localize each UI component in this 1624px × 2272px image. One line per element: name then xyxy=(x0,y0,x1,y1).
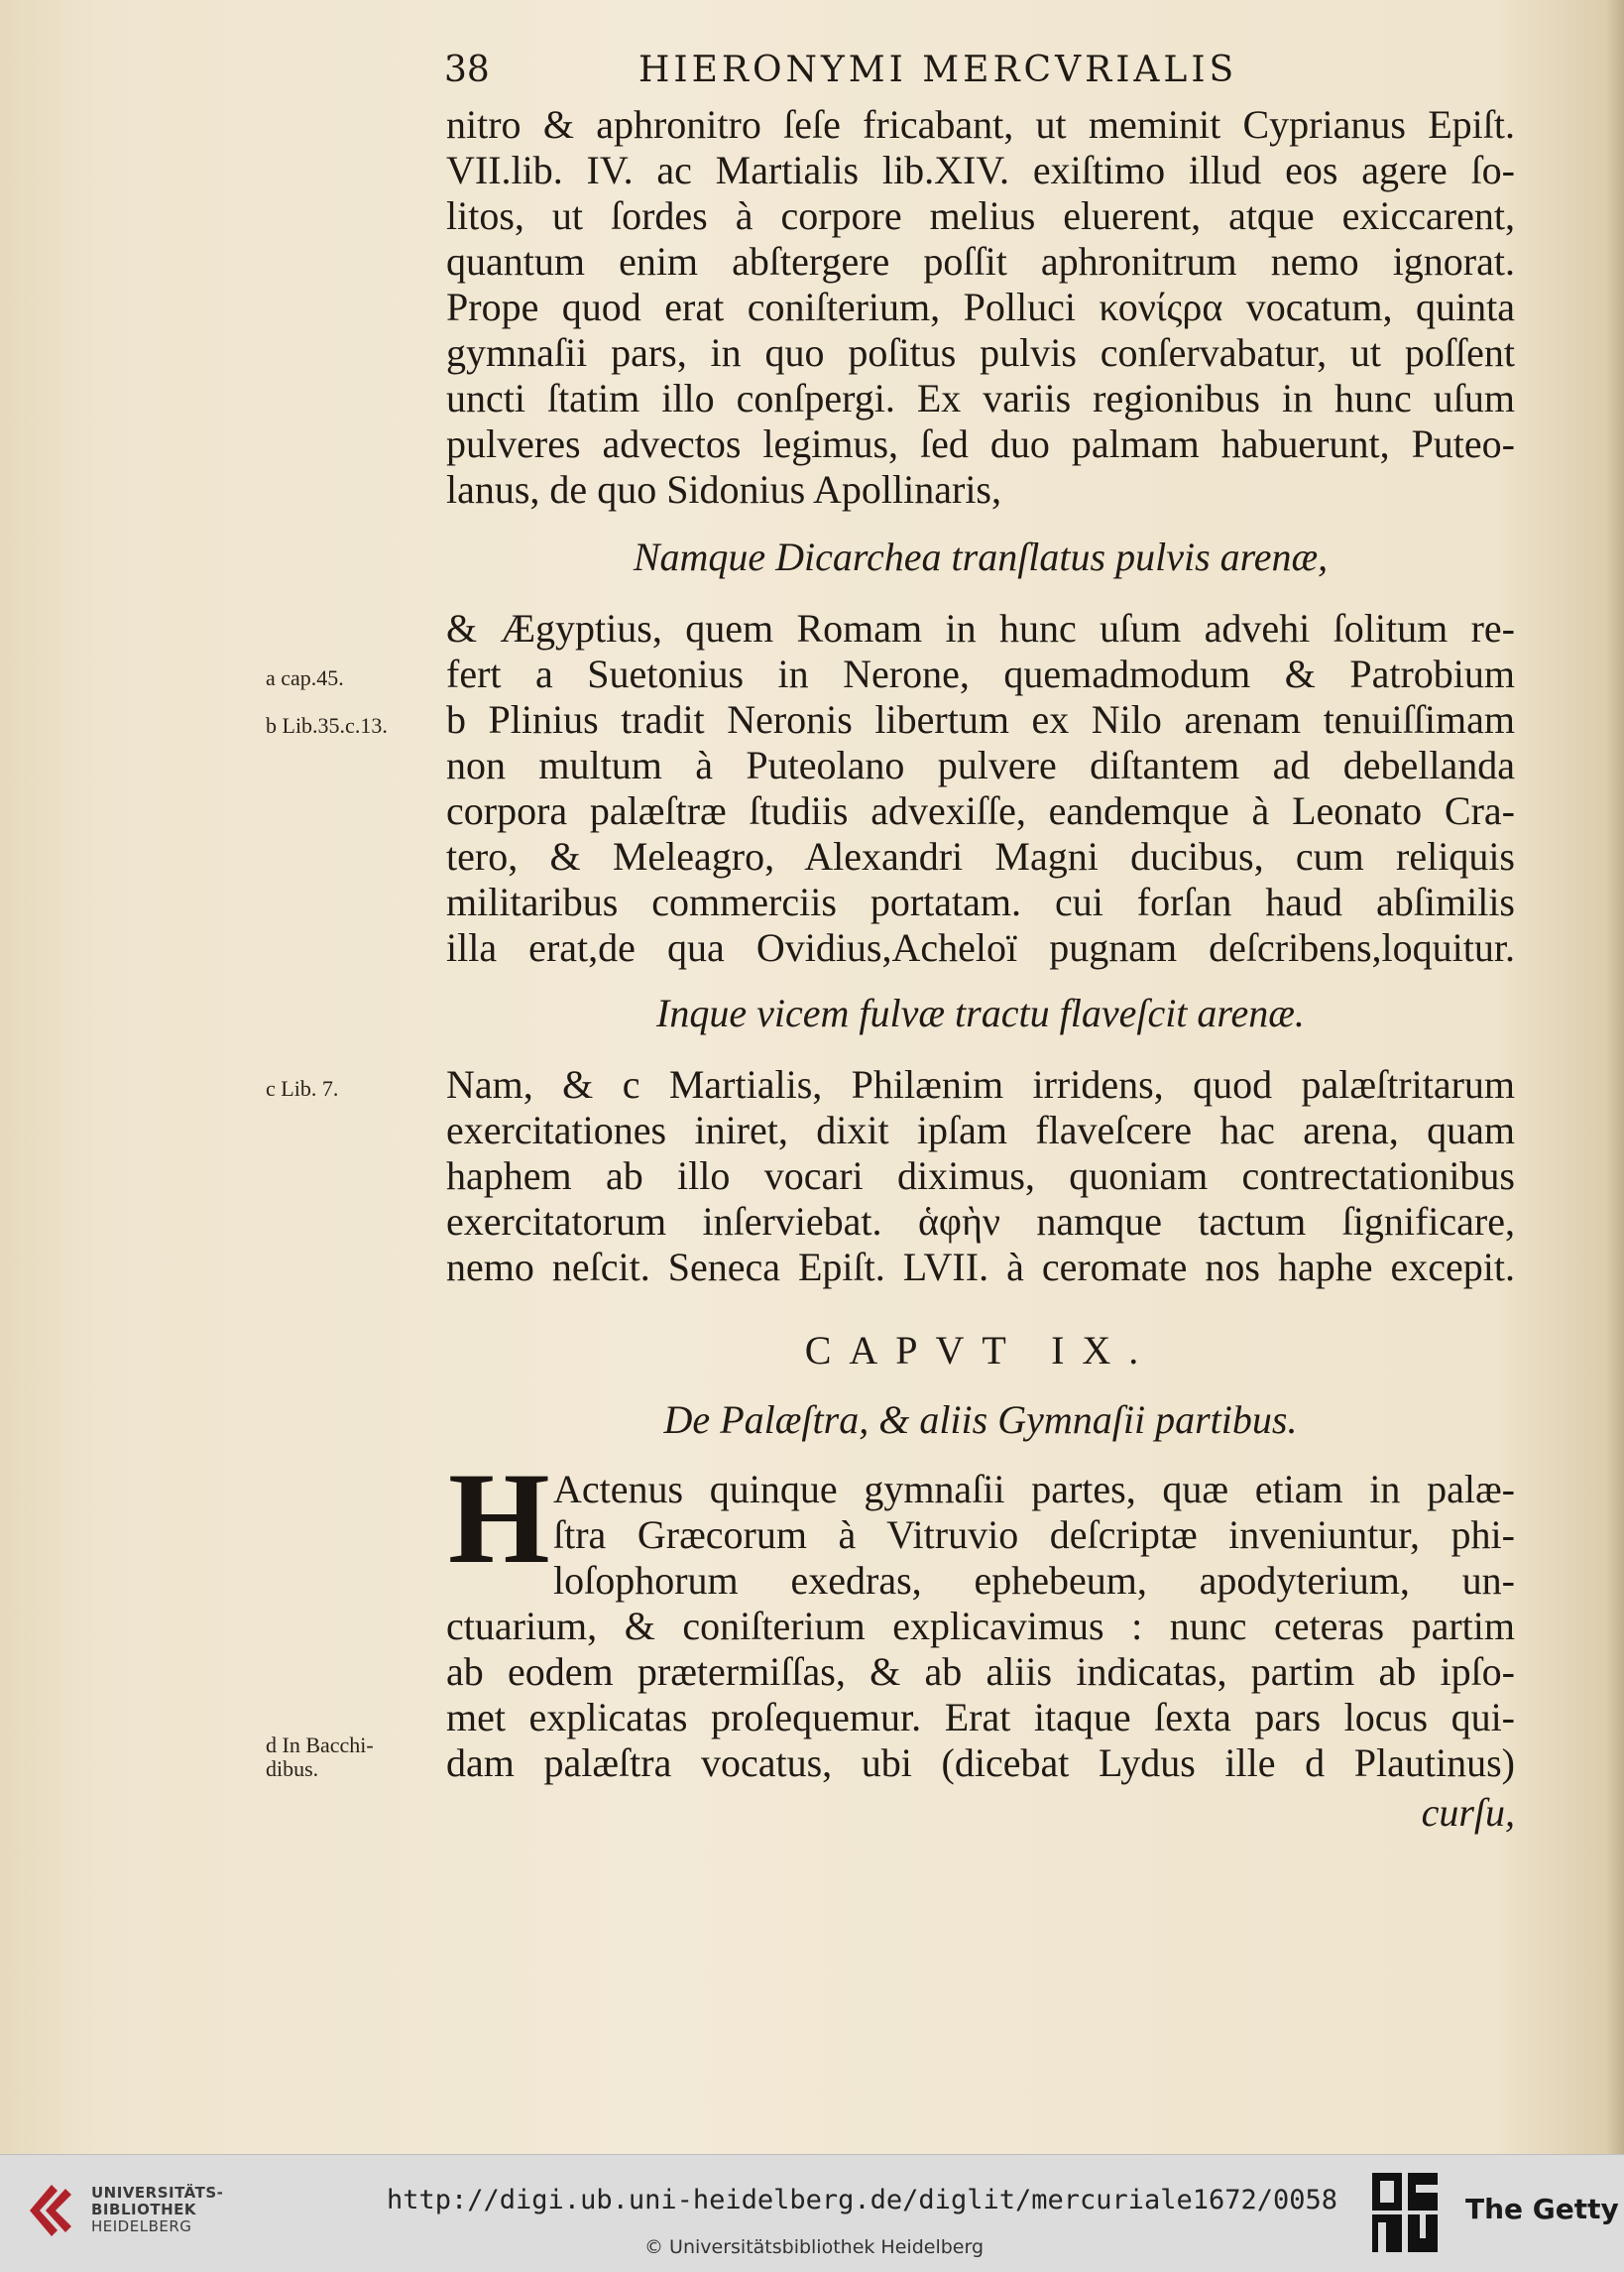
text-line: Prope quod erat coniſterium, Polluci κονίςρα vocatum, quinta xyxy=(446,285,1515,329)
margin-note: b Lib.35.c.13. xyxy=(266,713,388,738)
getty-name: The Getty xyxy=(1465,2193,1619,2225)
text-line: ſtra Græcorum à Vitruvio deſcriptæ inveniuntur, phi- xyxy=(553,1512,1515,1557)
text-line: pulveres advectos legimus, ſed duo palmam habuerunt, Puteo- xyxy=(446,421,1515,466)
text-line: loſophorum exedras, ephebeum, apodyterium, un- xyxy=(553,1558,1515,1603)
text-line: corpora palæſtræ ſtudiis advexiſſe, eandemque à Leonato Cra- xyxy=(446,788,1515,833)
text-line: VII.lib. IV. ac Martialis lib.XIV. exiſtimo illud eos agere ſo- xyxy=(446,148,1515,192)
copyright-notice: © Universitätsbibliothek Heidelberg xyxy=(644,2236,985,2258)
library-name-line: HEIDELBERG xyxy=(91,2217,192,2235)
text-line: militaribus commerciis portatam. cui forſan haud abſimilis xyxy=(446,880,1515,924)
text-line: nemo neſcit. Seneca Epiſt. LVII. à ceromate nos haphe excepit. xyxy=(446,1245,1515,1289)
text-line: illa erat,de qua Ovidius,Acheloï pugnam deſcribens,loquitur. xyxy=(446,925,1515,970)
chapter-subheading: De Palæſtra, & aliis Gymnaſii partibus. xyxy=(663,1397,1298,1442)
text-line: ab eodem prætermiſſas, & ab aliis indicatas, partim ab ipſo- xyxy=(446,1649,1515,1694)
page-url-link[interactable]: http://digi.ub.uni-heidelberg.de/diglit/mercuriale1672/0058 xyxy=(387,2185,1338,2215)
text-line: exercitationes iniret, dixit ipſam flaveſcere hac arena, quam xyxy=(446,1108,1515,1152)
text-line: nitro & aphronitro ſeſe fricabant, ut meminit Cyprianus Epiſt. xyxy=(446,102,1515,147)
viewer-footer xyxy=(0,2154,1624,2272)
running-title: HIERONYMI MERCVRIALIS xyxy=(638,50,1238,90)
university-library-logo-icon[interactable] xyxy=(22,2171,81,2250)
drop-cap: H xyxy=(448,1445,550,1591)
margin-note: a cap.45. xyxy=(266,665,344,690)
library-name xyxy=(91,2185,223,2235)
text-line: quantum enim abſtergere poſſit aphronitrum nemo ignorat. xyxy=(446,239,1515,284)
chapter-heading: CAPVT IX. xyxy=(804,1328,1157,1373)
verse-quote: Inque vicem fulvæ tractu flaveſcit arenæ. xyxy=(656,991,1305,1035)
text-line: litos, ut ſordes à corpore melius eluerent, atque exiccarent, xyxy=(446,193,1515,238)
text-line: haphem ab illo vocari diximus, quoniam contrectationibus xyxy=(446,1153,1515,1198)
margin-note: d In Bacchi-dibus. xyxy=(266,1733,374,1781)
getty-logo-icon[interactable] xyxy=(1368,2169,1442,2256)
text-line: fert a Suetonius in Nerone, quemadmodum & Patrobium xyxy=(446,652,1515,696)
text-line: met explicatas proſequemur. Erat itaque ſexta pars locus qui- xyxy=(446,1695,1515,1739)
text-line: uncti ſtatim illo conſpergi. Ex variis regionibus in hunc uſum xyxy=(446,376,1515,420)
verse-quote: Namque Dicarchea tranſlatus pulvis arenæ, xyxy=(633,535,1329,579)
catchword: curſu, xyxy=(1421,1790,1515,1835)
text-line: gymnaſii pars, in quo poſitus pulvis conſervabatur, ut poſſent xyxy=(446,330,1515,375)
text-line: Nam, & c Martialis, Philænim irridens, quod palæſtritarum xyxy=(446,1062,1515,1107)
text-line: lanus, de quo Sidonius Apollinaris, xyxy=(446,467,1001,512)
text-line: b Plinius tradit Neronis libertum ex Nilo arenam tenuiſſimam xyxy=(446,697,1515,742)
text-line: dam palæſtra vocatus, ubi (dicebat Lydus ille d Plautinus) xyxy=(446,1740,1515,1785)
margin-note: c Lib. 7. xyxy=(266,1076,339,1101)
library-name-line: UNIVERSITÄTS- xyxy=(91,2184,224,2202)
text-line: ctuarium, & coniſterium explicavimus : nunc ceteras partim xyxy=(446,1604,1515,1648)
text-line: non multum à Puteolano pulvere diſtantem ad debellanda xyxy=(446,743,1515,787)
text-line: Actenus quinque gymnaſii partes, quæ etiam in palæ- xyxy=(553,1467,1515,1511)
text-line: exercitatorum inſerviebat. ἁφὴν namque tactum ſignificare, xyxy=(446,1199,1515,1244)
page-number: 38 xyxy=(444,50,490,90)
text-line: tero, & Meleagro, Alexandri Magni ducibus, cum reliquis xyxy=(446,834,1515,879)
library-name-line: BIBLIOTHEK xyxy=(91,2201,196,2218)
text-line: & Ægyptius, quem Romam in hunc uſum advehi ſolitum re- xyxy=(446,606,1515,651)
